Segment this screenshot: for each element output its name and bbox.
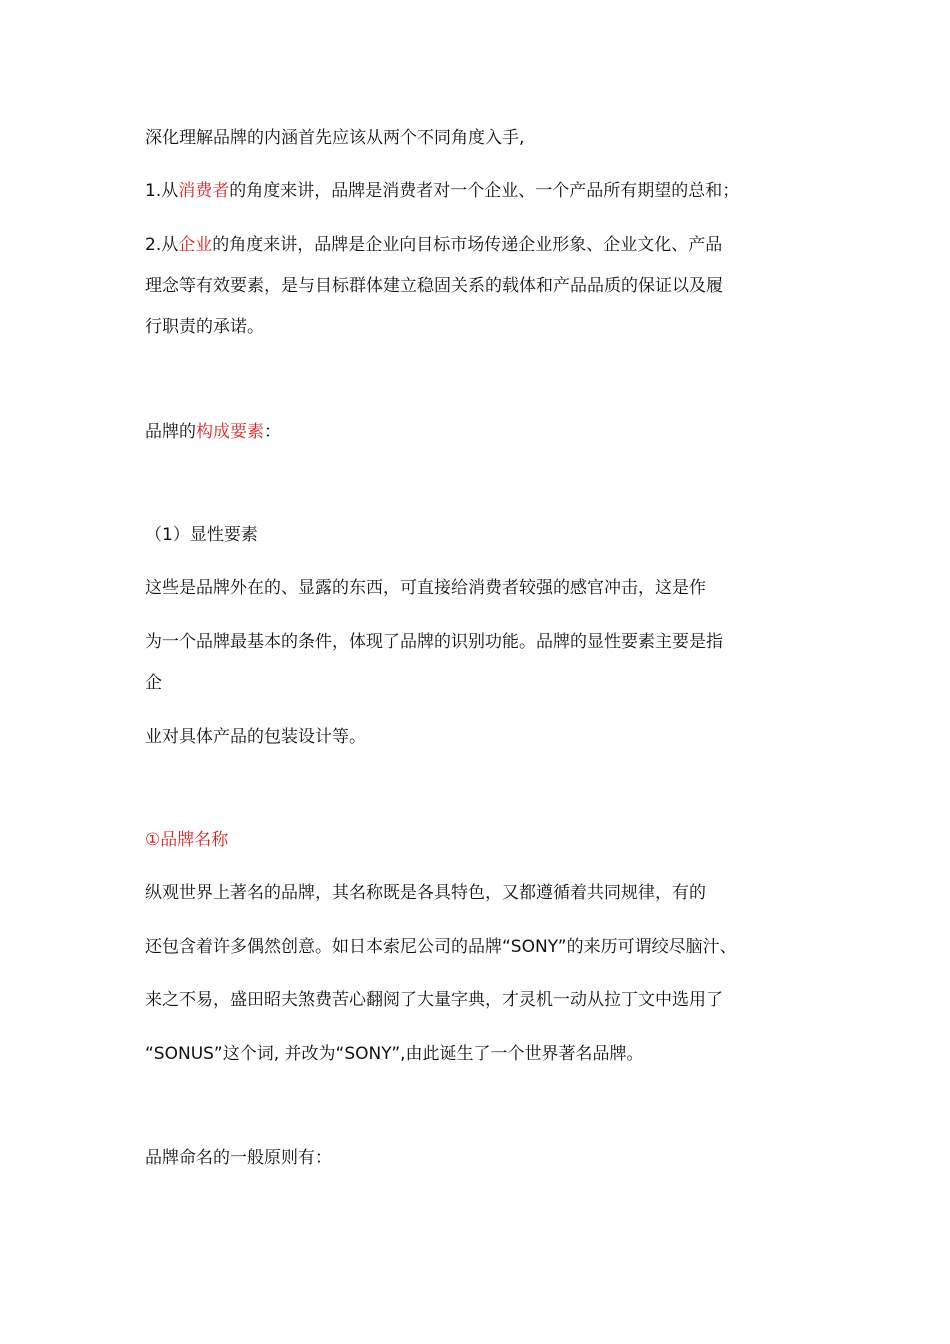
intro-paragraph: 深化理解品牌的内涵首先应该从两个不同角度入手, [145, 128, 525, 148]
point-1 [145, 179, 815, 203]
point-2-line-3: 行职责的承诺。 [145, 317, 264, 337]
elements-heading [145, 420, 815, 444]
elements-heading-prefix: 品牌的 [145, 422, 196, 442]
point-1-suffix: 的角度来讲，品牌是消费者对一个企业、一个产品所有期望的总和； [229, 181, 740, 201]
point-1-prefix: 1.从 [145, 181, 179, 201]
point-2-line-2: 理念等有效要素，是与目标群体建立稳固关系的载体和产品品质的保证以及履 [145, 276, 723, 296]
explicit-line-1: 这些是品牌外在的、显露的东西，可直接给消费者较强的感官冲击，这是作 [145, 578, 706, 598]
point-2-prefix: 2.从 [145, 235, 179, 255]
elements-heading-suffix: ： [264, 422, 281, 442]
elements-heading-highlight: 构成要素 [196, 422, 264, 442]
brand-name-line-3: 来之不易，盛田昭夫煞费苦心翻阅了大量字典，才灵机一动从拉丁文中选用了 [145, 990, 723, 1010]
point-1-highlight: 消费者 [178, 181, 230, 201]
explicit-line-3: 企 [145, 673, 162, 693]
point-2-line-1 [145, 233, 815, 257]
point-2-suffix: 的角度来讲，品牌是企业向目标市场传递企业形象、企业文化、产品 [212, 235, 723, 255]
brand-name-heading: ①品牌名称 [145, 830, 229, 850]
point-2-highlight: 企业 [178, 235, 213, 255]
naming-principles-heading: 品牌命名的一般原则有： [145, 1148, 332, 1168]
explicit-line-4: 业对具体产品的包装设计等。 [145, 727, 366, 747]
brand-name-line-2: 还包含着许多偶然创意。如日本索尼公司的品牌“SONY”的来历可谓绞尽脑汁、 [145, 937, 737, 957]
brand-name-line-4: “SONUS”这个词, 并改为“SONY”,由此诞生了一个世界著名品牌。 [145, 1044, 644, 1064]
explicit-line-2: 为一个品牌最基本的条件，体现了品牌的识别功能。品牌的显性要素主要是指 [145, 632, 723, 652]
brand-name-line-1: 纵观世界上著名的品牌，其名称既是各具特色，又都遵循着共同规律，有的 [145, 883, 706, 903]
explicit-heading: （1）显性要素 [145, 525, 258, 545]
